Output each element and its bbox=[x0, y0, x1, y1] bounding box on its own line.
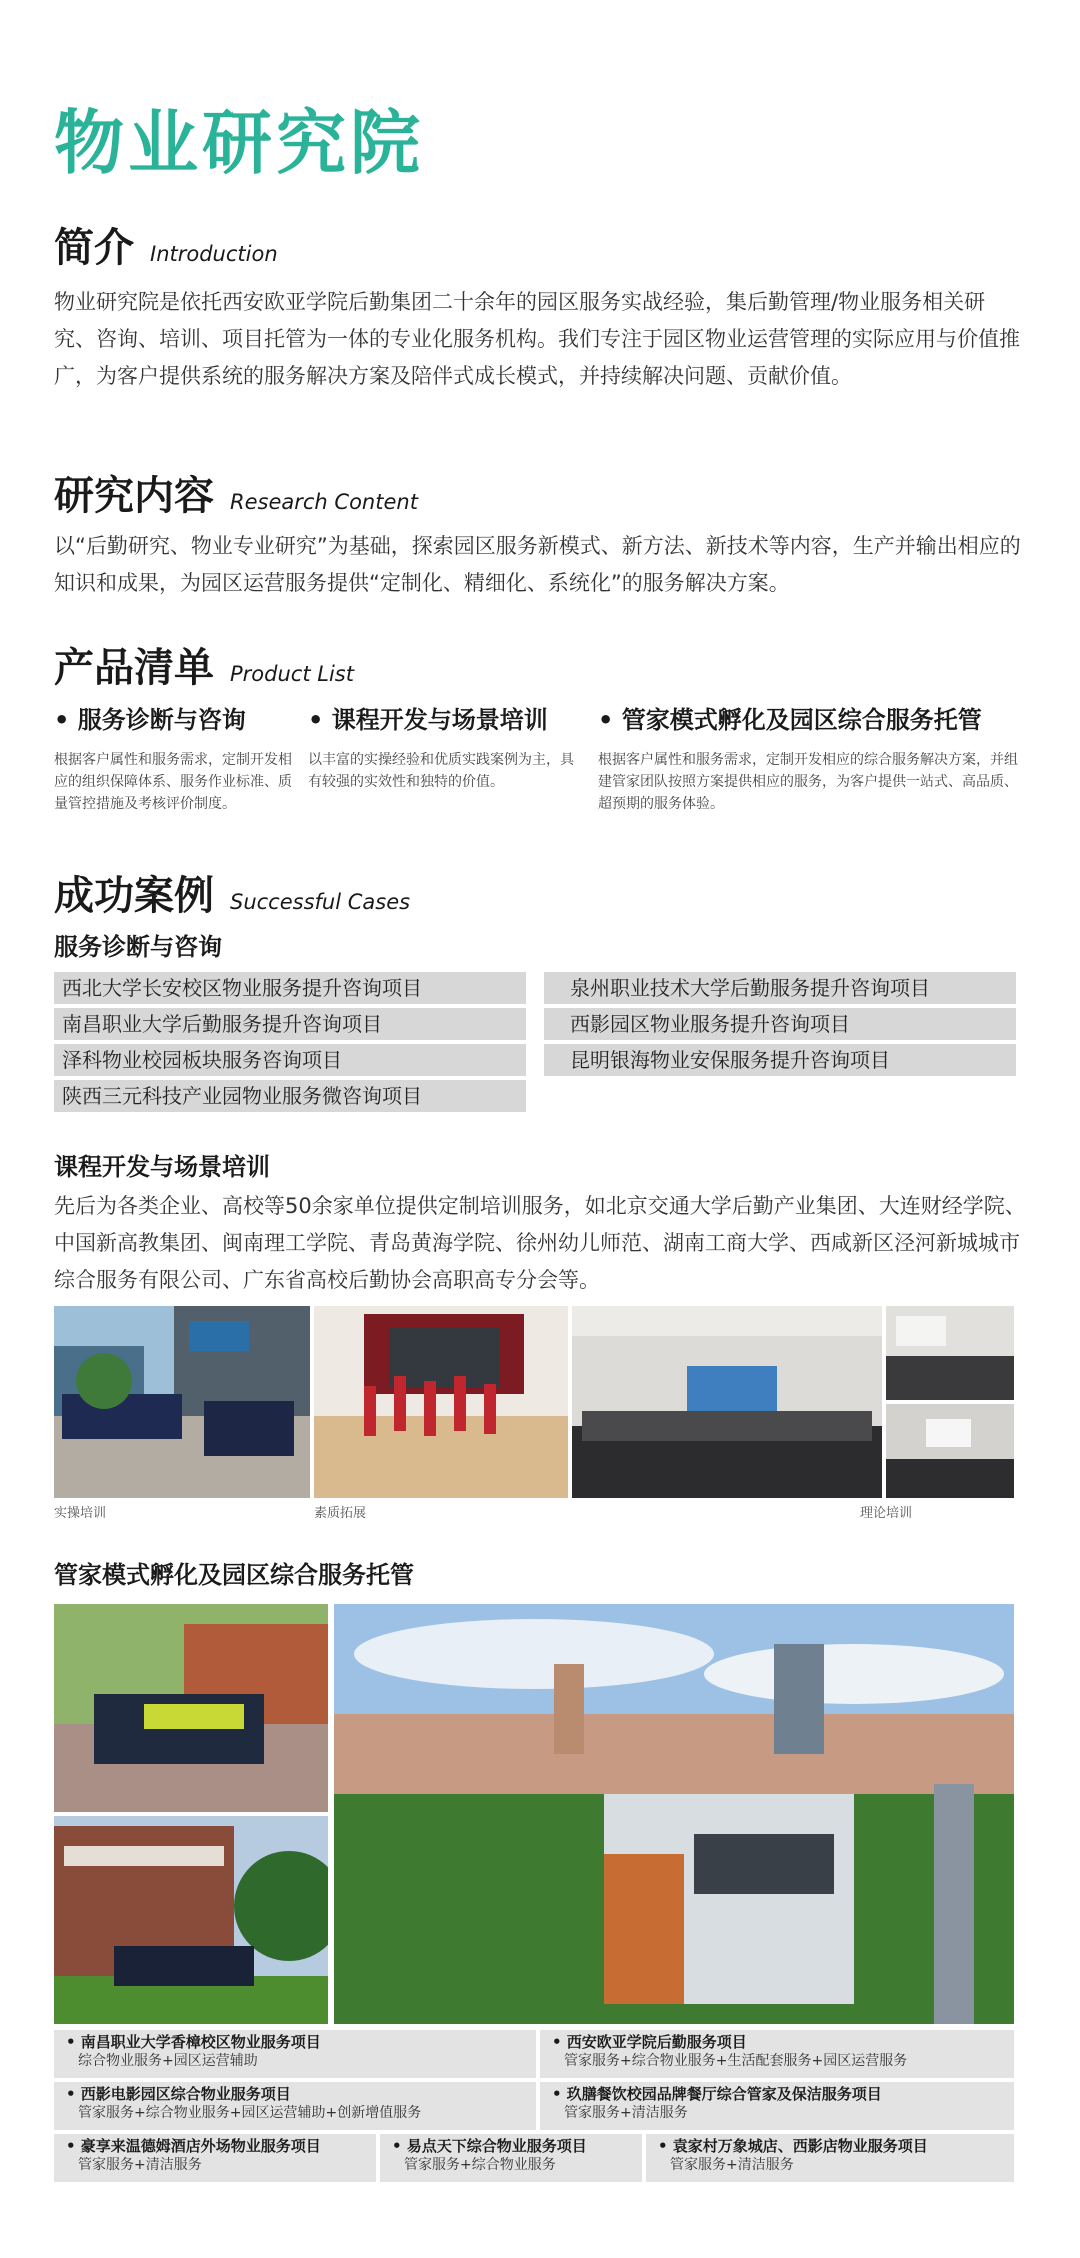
photo-caption: 理论培训 bbox=[860, 1506, 913, 1521]
service-card-desc: 管家服务+综合物业服务+生活配套服务+园区运营服务 bbox=[564, 2053, 908, 2069]
hosting-heading: 管家模式孵化及园区综合服务托管 bbox=[54, 1561, 414, 1589]
product-title: • 课程开发与场景培训 bbox=[308, 706, 548, 734]
service-card bbox=[54, 2134, 376, 2182]
case-item: 昆明银海物业安保服务提升咨询项目 bbox=[544, 1044, 1016, 1076]
intro-heading-en: Introduction bbox=[150, 242, 278, 266]
case-item: 泽科物业校园板块服务咨询项目 bbox=[54, 1044, 526, 1076]
product-item bbox=[598, 706, 1026, 815]
research-heading bbox=[54, 473, 418, 519]
service-card-title: • 豪享来温德姆酒店外场物业服务项目 bbox=[66, 2137, 321, 2155]
service-card-desc: 管家服务+综合物业服务+园区运营辅助+创新增值服务 bbox=[78, 2105, 422, 2121]
product-title: • 服务诊断与咨询 bbox=[54, 706, 246, 734]
products-heading-zh: 产品清单 bbox=[54, 645, 214, 691]
photo-theory-training bbox=[572, 1306, 882, 1498]
training-text: 先后为各类企业、高校等50余家单位提供定制培训服务，如北京交通大学后勤产业集团、大连财经学院、中国新高教集团、闽南理工学院、青岛黄海学院、徐州幼儿师范、湖南工商大学、西咸新区泾河新城城市综合服务有限公司、广东省高校后勤协会高职高专分会等。 bbox=[54, 1194, 1026, 1292]
products-heading-en: Product List bbox=[230, 662, 354, 686]
product-title: • 管家模式孵化及园区综合服务托管 bbox=[598, 706, 982, 734]
cases-heading-zh: 成功案例 bbox=[54, 873, 214, 919]
service-card-title: • 西影电影园区综合物业服务项目 bbox=[66, 2085, 291, 2103]
product-desc: 根据客户属性和服务需求，定制开发相应的组织保障体系、服务作业标准、质量管控措施及考核评价制度。 bbox=[54, 751, 292, 812]
service-card-desc: 管家服务+清洁服务 bbox=[564, 2105, 688, 2121]
service-card bbox=[380, 2134, 642, 2182]
service-card-desc: 综合物业服务+园区运营辅助 bbox=[78, 2053, 258, 2069]
product-item bbox=[54, 706, 294, 815]
case-item: 西北大学长安校区物业服务提升咨询项目 bbox=[54, 972, 526, 1004]
photo-practical-training bbox=[54, 1306, 310, 1498]
product-desc: 根据客户属性和服务需求，定制开发相应的综合服务解决方案，并组建管家团队按照方案提供相应的服务，为客户提供一站式、高品质、超预期的服务体验。 bbox=[598, 751, 1018, 812]
intro-heading bbox=[54, 225, 278, 271]
intro-text: 物业研究院是依托西安欧亚学院后勤集团二十余年的园区服务实战经验，集后勤管理/物业服务相关研究、咨询、培训、项目托管为一体的专业化服务机构。我们专注于园区物业运营管理的实际应用与价值推广，为客户提供系统的服务解决方案及陪伴式成长模式，并持续解决问题、贡献价值。 bbox=[54, 290, 1020, 388]
product-desc: 以丰富的实操经验和优质实践案例为主，具有较强的实效性和独特的价值。 bbox=[308, 751, 574, 790]
product-item bbox=[308, 706, 578, 793]
service-card-title: • 南昌职业大学香樟校区物业服务项目 bbox=[66, 2033, 321, 2051]
consult-heading: 服务诊断与咨询 bbox=[54, 933, 222, 961]
products-heading bbox=[54, 645, 354, 691]
page-title: 物业研究院 bbox=[54, 102, 424, 184]
case-item: 西影园区物业服务提升咨询项目 bbox=[544, 1008, 1016, 1040]
service-card bbox=[540, 2082, 1014, 2130]
photo-security-team bbox=[54, 1604, 328, 1812]
photo-caption: 实操培训 bbox=[54, 1506, 107, 1521]
photo-classroom-2 bbox=[886, 1404, 1014, 1498]
photo-campus-building bbox=[54, 1816, 328, 2024]
service-card-desc: 管家服务+清洁服务 bbox=[670, 2157, 794, 2173]
service-card-title: • 西安欧亚学院后勤服务项目 bbox=[552, 2033, 747, 2051]
case-item: 泉州职业技术大学后勤服务提升咨询项目 bbox=[544, 972, 1016, 1004]
service-card-title: • 玖膳餐饮校园品牌餐厅综合管家及保洁服务项目 bbox=[552, 2085, 882, 2103]
service-card bbox=[54, 2082, 536, 2130]
photo-caption: 素质拓展 bbox=[314, 1506, 367, 1521]
cases-heading bbox=[54, 873, 411, 919]
research-heading-en: Research Content bbox=[230, 490, 418, 514]
cases-heading-en: Successful Cases bbox=[230, 890, 411, 914]
service-card-desc: 管家服务+清洁服务 bbox=[78, 2157, 202, 2173]
service-card bbox=[646, 2134, 1014, 2182]
research-text: 以“后勤研究、物业专业研究”为基础，探索园区服务新模式、新方法、新技术等内容，生产并输出相应的知识和成果，为园区运营服务提供“定制化、精细化、系统化”的服务解决方案。 bbox=[54, 534, 1021, 595]
research-heading-zh: 研究内容 bbox=[54, 473, 214, 519]
service-card-title: • 易点天下综合物业服务项目 bbox=[392, 2137, 587, 2155]
service-card bbox=[540, 2030, 1014, 2078]
service-card-title: • 袁家村万象城店、西影店物业服务项目 bbox=[658, 2137, 928, 2155]
photo-classroom-1 bbox=[886, 1306, 1014, 1400]
photo-team-building bbox=[314, 1306, 568, 1498]
training-heading: 课程开发与场景培训 bbox=[54, 1153, 270, 1181]
service-card bbox=[54, 2030, 536, 2078]
intro-heading-zh: 简介 bbox=[54, 225, 134, 271]
service-card-desc: 管家服务+综合物业服务 bbox=[404, 2157, 556, 2173]
case-item: 陕西三元科技产业园物业服务微咨询项目 bbox=[54, 1080, 526, 1112]
case-item: 南昌职业大学后勤服务提升咨询项目 bbox=[54, 1008, 526, 1040]
photo-campus-aerial bbox=[334, 1604, 1014, 2024]
